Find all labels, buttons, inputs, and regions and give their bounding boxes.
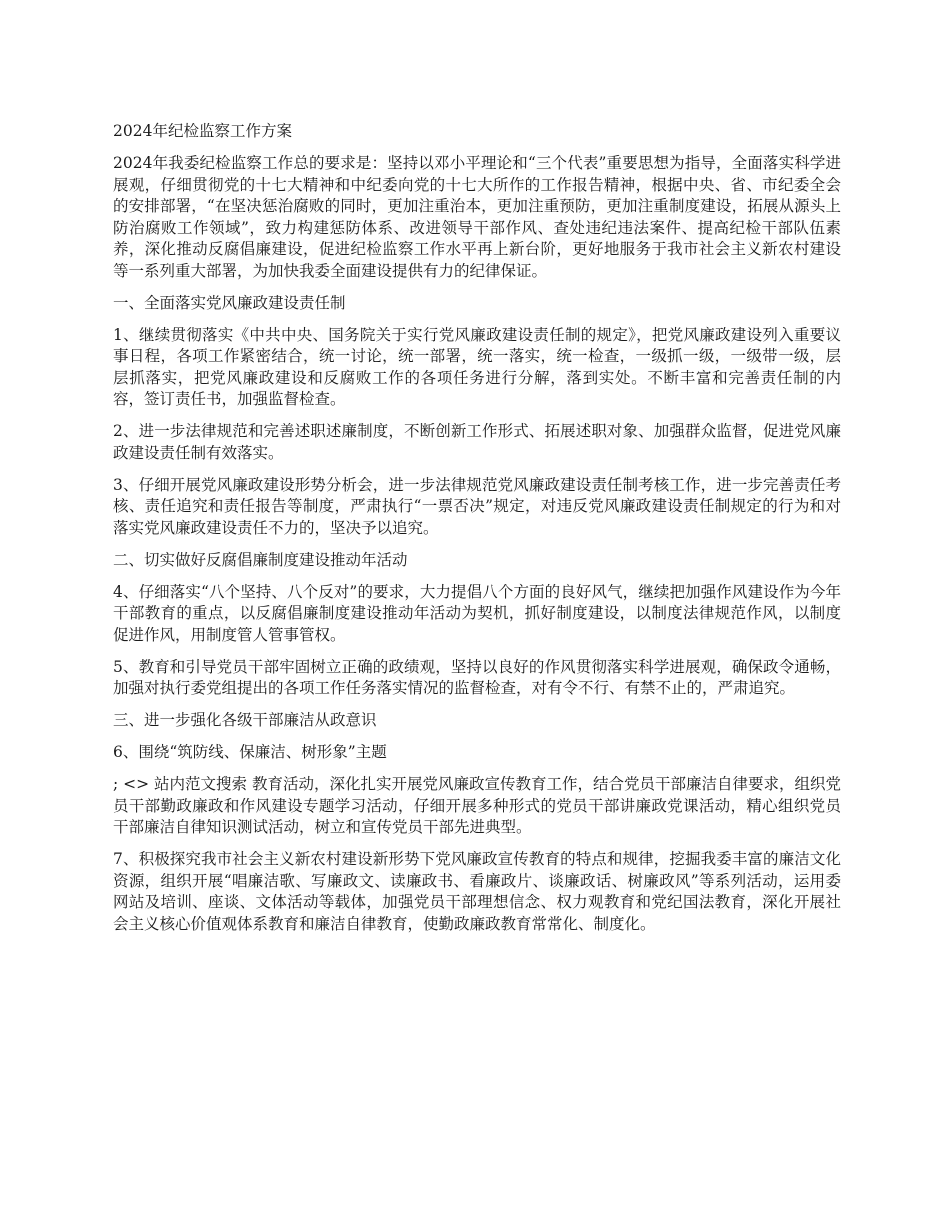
document-page bbox=[113, 121, 841, 946]
paragraph-intro: 2024年我委纪检监察工作总的要求是：坚持以邓小平理论和“三个代表”重要思想为指导，全面落实科学进展观，仔细贯彻党的十七大精神和中纪委向党的十七大所作的工作报告精神，根据中央、省、市纪委全会的安排部署，“在坚决惩治腐败的同时，更加注重治本，更加注重预防，更加注重制度建设，拓展从源头上防治腐败工作领域”，致力构建惩防体系、改进领导干部作风、查处违纪违法案件、提高纪检干部队伍素养，深化推动反腐倡廉建设，促进纪检监察工作水平再上新台阶，更好地服务于我市社会主义新农村建设等一系列重大部署，为加快我委全面建设提供有力的纪律保证。 bbox=[113, 154, 841, 280]
paragraph-item-7: 7、积极探究我市社会主义新农村建设新形势下党风廉政宣传教育的特点和规律，挖掘我委丰富的廉洁文化资源，组织开展“唱廉洁歌、写廉政文、读廉政书、看廉政片、谈廉政话、树廉政风”等系列活动，运用委网站及培训、座谈、文体活动等载体，加强党员干部理想信念、权力观教育和党纪国法教育，深化开展社会主义核心价值观体系教育和廉洁自律教育，使勤政廉政教育常常化、制度化。 bbox=[113, 850, 841, 933]
section-heading-1: 一、全面落实党风廉政建设责任制 bbox=[113, 293, 346, 312]
section-heading-2: 二、切实做好反腐倡廉制度建设推动年活动 bbox=[113, 550, 408, 569]
paragraph-item-3: 3、仔细开展党风廉政建设形势分析会，进一步法律规范党风廉政建设责任制考核工作，进一步完善责任考核、责任追究和责任报告等制度，严肃执行“一票否决”规定，对违反党风廉政建设责任制规定的行为和对落实党风廉政建设责任不力的，坚决予以追究。 bbox=[113, 475, 841, 537]
paragraph-item-1: 1、继续贯彻落实《中共中央、国务院关于实行党风廉政建设责任制的规定》，把党风廉政建设列入重要议事日程，各项工作紧密结合，统一讨论，统一部署，统一落实，统一检查，一级抓一级，一级带一级，层层抓落实，把党风廉政建设和反腐败工作的各项任务进行分解，落到实处。不断丰富和完善责任制的内容，签订责任书，加强监督检查。 bbox=[113, 325, 841, 408]
paragraph-item-6: 6、围绕“筑防线、保廉洁、树形象”主题 bbox=[113, 743, 387, 761]
section-heading-3: 三、进一步强化各级干部廉洁从政意识 bbox=[113, 711, 377, 729]
document-title: 2024年纪检监察工作方案 bbox=[113, 122, 292, 140]
paragraph-item-6-continued: ; <> 站内范文搜索 教育活动，深化扎实开展党风廉政宣传教育工作，结合党员干部廉洁自律要求，组织党员干部勤政廉政和作风建设专题学习活动，仔细开展多种形式的党员干部讲廉政党课活动，精心组织党员干部廉洁自律知识测试活动，树立和宣传党员干部先进典型。 bbox=[113, 775, 841, 836]
paragraph-item-5: 5、教育和引导党员干部牢固树立正确的政绩观，坚持以良好的作风贯彻落实科学进展观，确保政令通畅，加强对执行委党组提出的各项工作任务落实情况的监督检查，对有令不行、有禁不止的，严肃追究。 bbox=[113, 657, 841, 697]
paragraph-item-4: 4、仔细落实“八个坚持、八个反对”的要求，大力提倡八个方面的良好风气，继续把加强作风建设作为今年干部教育的重点，以反腐倡廉制度建设推动年活动为契机，抓好制度建设，以制度法律规范作风，以制度促进作风，用制度管人管事管权。 bbox=[113, 582, 841, 644]
paragraph-item-2: 2、进一步法律规范和完善述职述廉制度，不断创新工作形式、拓展述职对象、加强群众监督，促进党风廉政建设责任制有效落实。 bbox=[113, 422, 841, 462]
